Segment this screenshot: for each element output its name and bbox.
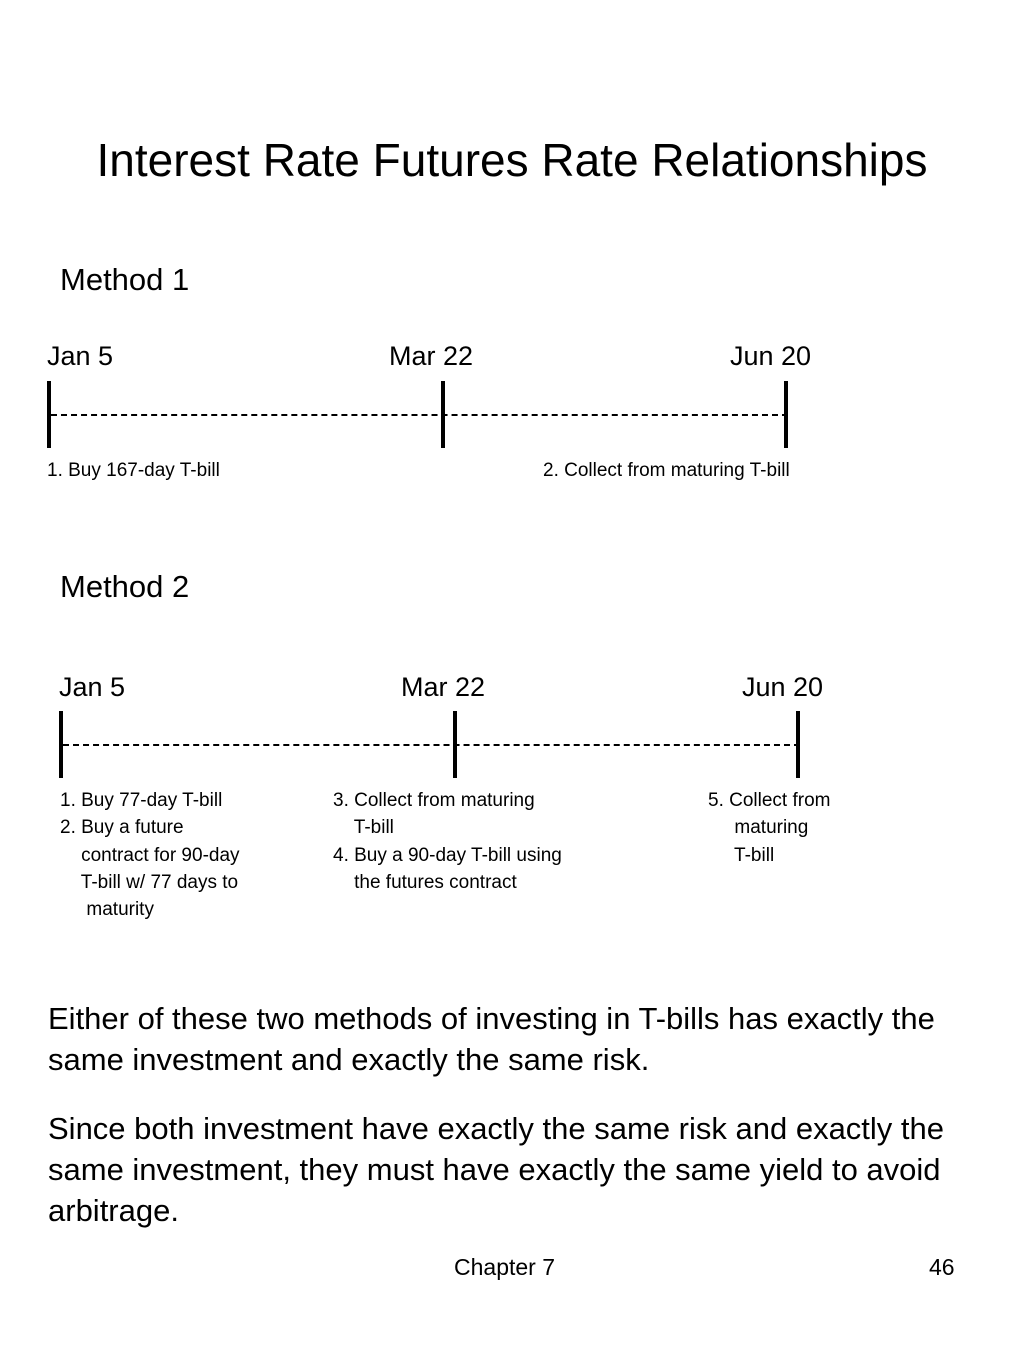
method-2-date-jun20: Jun 20 — [742, 672, 824, 702]
note-line: 1. Buy 167-day T-bill — [47, 460, 220, 481]
timeline-tick-mar22 — [441, 381, 445, 448]
method-2-note-middle — [333, 787, 562, 896]
paragraph-same-yield: Since both investment have exactly the same risk and exactly the same investment, they must have exactly the same yield to avoid arbitrage. — [48, 1111, 945, 1228]
note-line: maturity — [60, 899, 154, 921]
note-line: 4. Buy a 90-day T-bill using — [333, 844, 562, 866]
footer-chapter: Chapter 7 — [454, 1254, 556, 1280]
method-1-note-right — [543, 457, 790, 484]
note-line: 3. Collect from maturing — [333, 790, 535, 811]
paragraph-same-risk: Either of these two methods of investing in T-bills has exactly the same investment and exactly the same risk. — [48, 1001, 935, 1077]
note-line: contract for 90-day — [60, 844, 240, 866]
method-2-timeline — [59, 711, 804, 778]
timeline-tick-mar22 — [453, 711, 457, 778]
note-line: T-bill — [708, 844, 775, 866]
timeline-tick-jan5 — [47, 381, 51, 448]
footer-page-number: 46 — [929, 1254, 955, 1280]
note-line: 2. Collect from maturing T-bill — [543, 460, 790, 481]
method-2-note-right — [708, 787, 830, 869]
method-2-heading: Method 2 — [60, 569, 190, 604]
timeline-tick-jun20 — [796, 711, 800, 778]
note-line: maturing — [708, 817, 809, 839]
timeline-dashed-line — [63, 744, 800, 746]
timeline-tick-jan5 — [59, 711, 63, 778]
method-1-timeline — [47, 381, 792, 448]
method-1-heading: Method 1 — [60, 262, 190, 297]
note-line: 2. Buy a future — [60, 817, 184, 839]
note-line: 1. Buy 77-day T-bill — [60, 790, 223, 811]
timeline-dashed-line — [51, 414, 788, 416]
note-line: T-bill — [333, 817, 394, 839]
note-line: 5. Collect from — [708, 790, 831, 811]
method-1-date-jun20: Jun 20 — [730, 341, 812, 371]
timeline-tick-jun20 — [784, 381, 788, 448]
method-1-note-left — [47, 457, 220, 484]
method-1-date-jan5: Jan 5 — [47, 341, 114, 371]
page-title: Interest Rate Futures Rate Relationships — [96, 134, 928, 186]
note-line: the futures contract — [333, 871, 517, 893]
method-2-note-left — [60, 787, 240, 923]
method-2-date-jan5: Jan 5 — [59, 672, 126, 702]
method-1-date-mar22: Mar 22 — [389, 341, 474, 371]
method-2-date-mar22: Mar 22 — [401, 672, 486, 702]
note-line: T-bill w/ 77 days to — [60, 871, 239, 893]
